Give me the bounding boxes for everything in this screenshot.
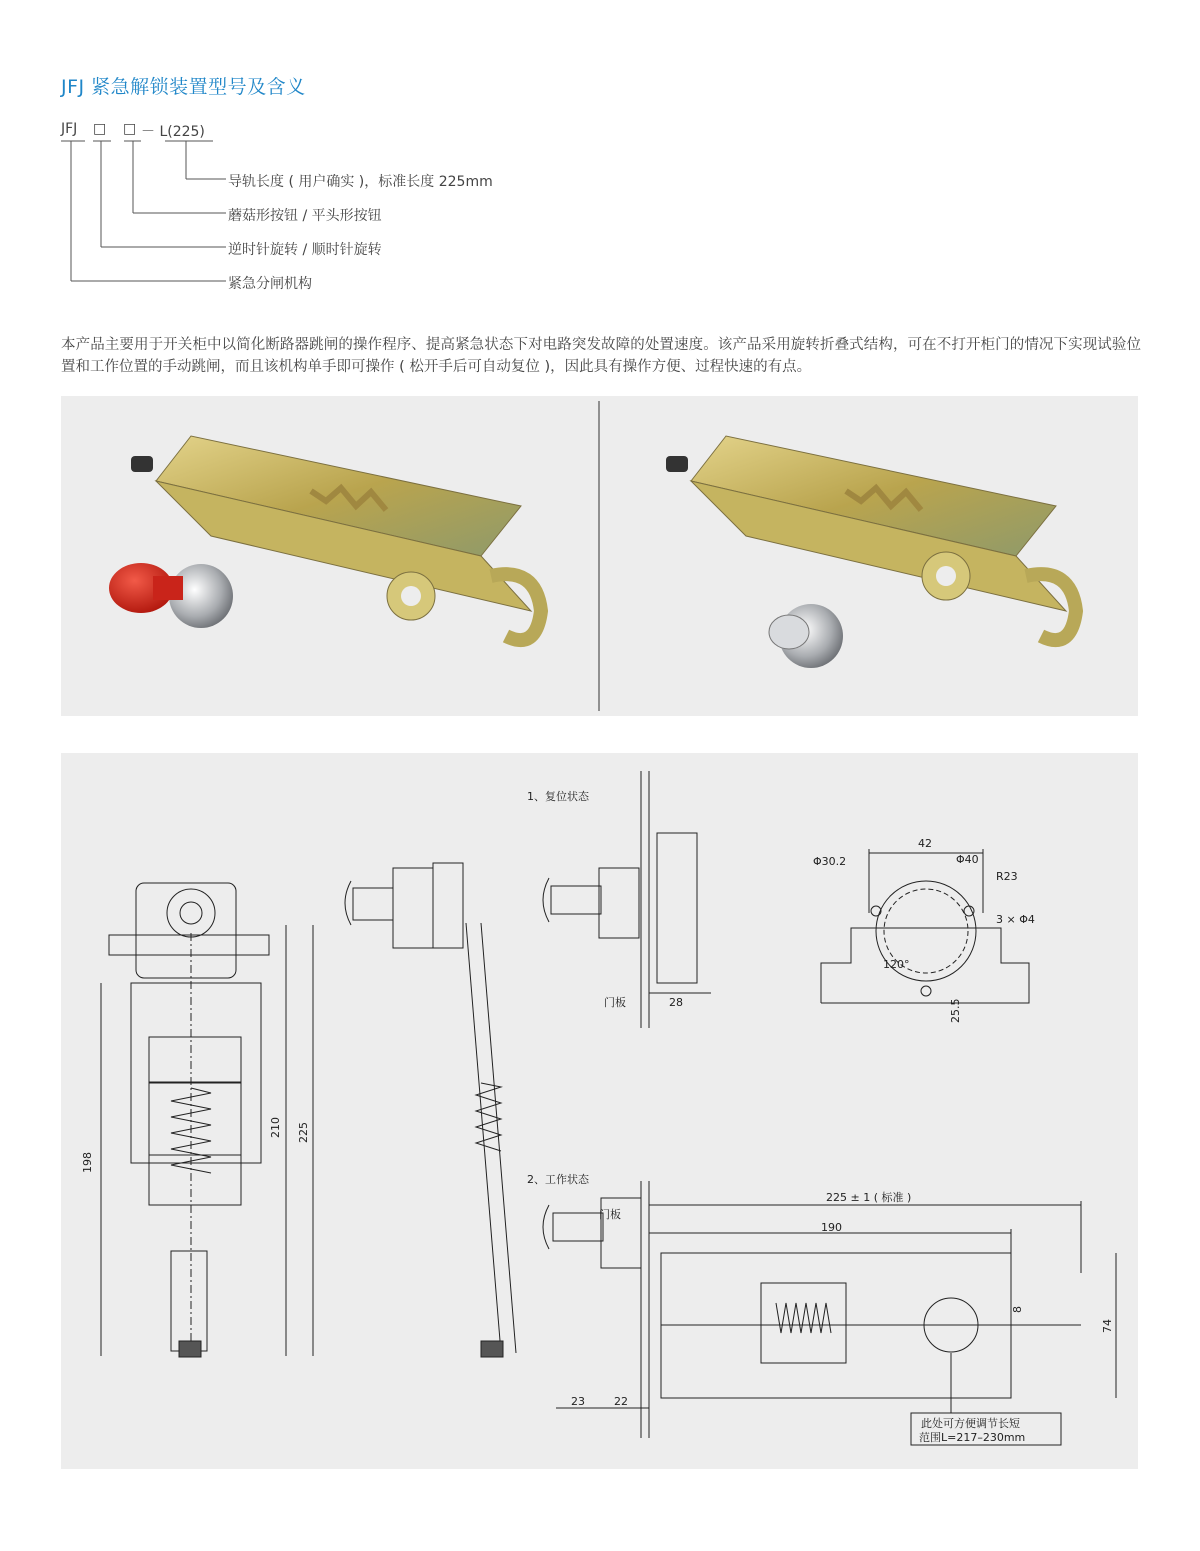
note-adjust-line-1: 此处可方便调节长短 xyxy=(921,1417,1020,1430)
dim-phi40: Φ40 xyxy=(956,853,979,866)
model-box-2: □ xyxy=(123,121,137,137)
page-title: JFJ 紧急解锁装置型号及含义 xyxy=(61,76,306,98)
model-item-rotation: 逆时针旋转 / 顺时针旋转 xyxy=(228,242,382,258)
label-work-state: 2、工作状态 xyxy=(527,1173,589,1186)
dim-42: 42 xyxy=(918,837,932,850)
dim-198: 198 xyxy=(81,1152,94,1173)
label-door-1: 门板 xyxy=(604,996,626,1009)
dim-8: 8 xyxy=(1011,1306,1024,1313)
dim-holes: 3 × Φ4 xyxy=(996,913,1035,926)
dim-120-deg: 120° xyxy=(883,958,910,971)
model-suffix: － L(225) xyxy=(141,124,205,140)
dim-74: 74 xyxy=(1101,1319,1114,1333)
dim-225-standard: 225 ± 1 ( 标准 ) xyxy=(826,1191,912,1204)
dim-25-5: 25.5 xyxy=(949,998,962,1023)
dim-phi30-2: Φ30.2 xyxy=(813,855,847,868)
side-view xyxy=(345,863,516,1357)
dim-22: 22 xyxy=(614,1395,628,1408)
dim-190: 190 xyxy=(821,1221,842,1234)
dim-210: 210 xyxy=(269,1117,282,1138)
model-item-button-type: 蘑菇形按钮 / 平头形按钮 xyxy=(228,208,382,224)
reset-state-view xyxy=(543,771,711,1028)
mushroom-button-photo xyxy=(109,563,233,628)
dim-28: 28 xyxy=(669,996,683,1009)
label-door-2: 门板 xyxy=(599,1208,621,1221)
label-reset-state: 1、复位状态 xyxy=(527,790,589,803)
flat-button-photo xyxy=(769,604,843,668)
model-prefix: JFJ xyxy=(61,121,78,137)
model-item-rail-length: 导轨长度 ( 用户确实 )，标准长度 225mm xyxy=(228,174,493,190)
intro-paragraph: 本产品主要用于开关柜中以简化断路器跳闸的操作程序、提高紧急状态下对电路突发故障的处置速度。该产品采用旋转折叠式结构，可在不打开柜门的情况下实现试验位置和工作位置的手动跳闸，而且该机构单手即可操作 ( 松开手后可自动复位 )，因此具有操作方便、过程快速的有点。 xyxy=(61,337,1141,375)
model-item-mechanism: 紧急分闸机构 xyxy=(228,276,312,292)
product-photo-panel xyxy=(61,396,1138,716)
product-photos xyxy=(61,396,1138,716)
front-view xyxy=(109,883,269,1357)
mechanism-photo-right xyxy=(666,436,1076,640)
note-adjust-line-2: 范围L=217–230mm xyxy=(919,1431,1026,1444)
technical-drawing-panel xyxy=(61,753,1138,1469)
dim-r23: R23 xyxy=(996,870,1018,883)
dim-225: 225 xyxy=(297,1122,310,1143)
dim-23: 23 xyxy=(571,1395,585,1408)
technical-drawing xyxy=(61,753,1138,1469)
model-box-1: □ xyxy=(93,121,107,137)
